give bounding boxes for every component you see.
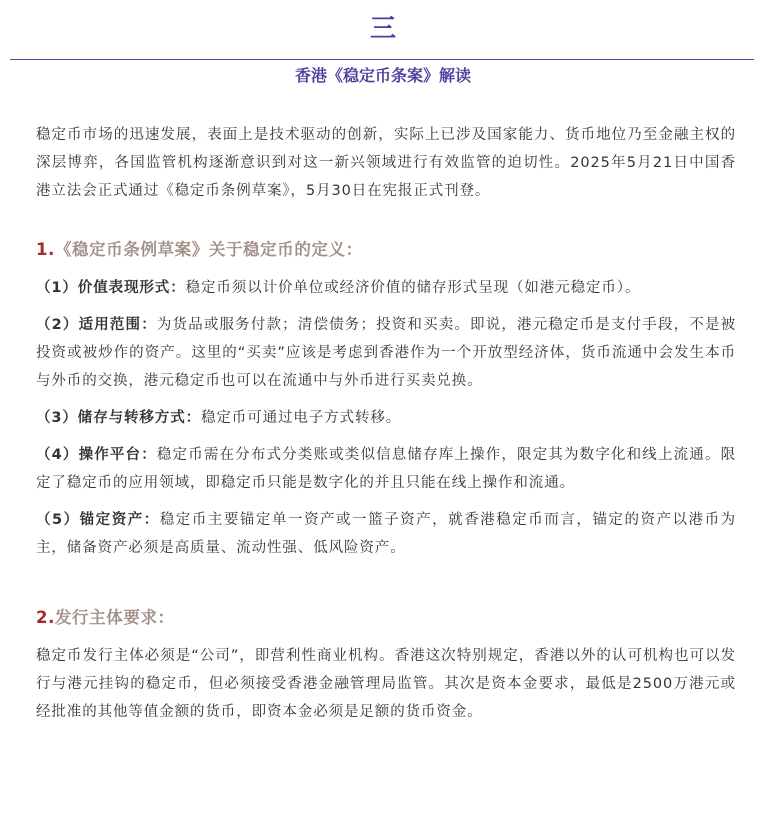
section-2-paragraph: 稳定币发行主体必须是“公司”，即营利性商业机构。香港这次特别规定，香港以外的认可机构也可以发行与港元挂钩的稳定币，但必须接受香港金融管理局监管。其次是资本金要求，最低是2500万港元或经批准的其他等值金额的货币，即资本金必须是足额的货币资金。: [36, 648, 736, 720]
item-label: （3）储存与转移方式：: [36, 410, 201, 426]
list-item: [36, 274, 736, 302]
list-item: [36, 506, 736, 562]
item-label: （1）价值表现形式：: [36, 280, 186, 296]
section-2-title: 发行主体要求：: [54, 608, 175, 627]
section-2-heading: [36, 603, 736, 633]
item-text: 稳定币需在分布式分类账或类似信息储存库上操作，限定其为数字化和线上流通。限定了稳定币的应用领域，即稳定币只能是数字化的并且只能在线上操作和流通。: [36, 447, 737, 491]
page-title: 香港《稳定币条案》解读: [294, 66, 471, 85]
list-item: [36, 441, 736, 497]
spacer: [36, 205, 736, 235]
section-1-number: 1.: [36, 240, 55, 259]
definition-list: [36, 274, 736, 562]
section-mark: 三: [369, 14, 396, 44]
section-1-heading: [36, 235, 736, 265]
intro-paragraph: 稳定币市场的迅速发展，表面上是技术驱动的创新，实际上已涉及国家能力、货币地位乃至金融主权的深层博弈，各国监管机构逐渐意识到对这一新兴领域进行有效监管的迫切性。2025年5月21日中国香港立法会正式通过《稳定币条例草案》，5月30日在宪报正式刊登。: [36, 127, 736, 199]
section-1-title: 《稳定币条例草案》关于稳定币的定义：: [54, 240, 363, 259]
spacer: [36, 562, 736, 603]
header-divider: [10, 59, 754, 60]
item-text: 稳定币可通过电子方式转移。: [201, 410, 402, 426]
item-text: 稳定币主要锚定单一资产或一篮子资产，就香港稳定币而言，锚定的资产以港币为主，储备资产必须是高质量、流动性强、低风险资产。: [36, 512, 736, 556]
item-text: 稳定币须以计价单位或经济价值的储存形式呈现（如港元稳定币）。: [185, 280, 641, 296]
section-2-number: 2.: [36, 608, 55, 627]
item-label: （2）适用范围：: [36, 317, 157, 333]
list-item: [36, 404, 736, 432]
list-item: [36, 311, 736, 395]
item-label: （4）操作平台：: [36, 447, 157, 463]
article-body: [36, 121, 736, 726]
item-label: （5）锚定资产：: [36, 512, 160, 528]
item-text: 为货品或服务付款；清偿债务；投资和买卖。即说，港元稳定币是支付手段，不是被投资或被炒作的资产。这里的“买卖”应该是考虑到香港作为一个开放型经济体，货币流通中会发生本币与外币的交换，港元稳定币也可以在流通中与外币进行买卖兑换。: [36, 317, 737, 389]
